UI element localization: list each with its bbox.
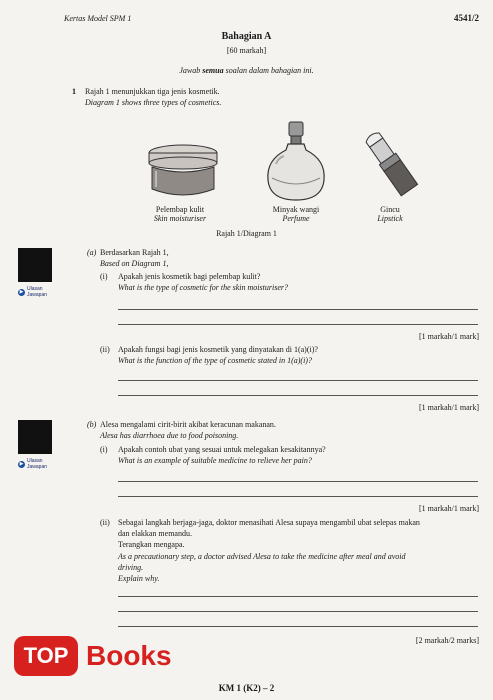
- item-label-ms: Gincu: [380, 205, 400, 214]
- part-b-ii-label: (ii): [100, 518, 110, 527]
- section-title: Bahagian A: [221, 31, 272, 42]
- perfume-bottle-icon: [262, 120, 330, 204]
- part-b-stem-ms: Alesa mengalami cirit-birit akibat keracunan makanan.: [100, 420, 276, 429]
- part-a-ii-en: What is the function of the type of cosmetic stated in 1(a)(i)?: [118, 356, 312, 365]
- part-a-i-label: (i): [100, 272, 108, 281]
- topbooks-logo: TOP: [14, 636, 78, 676]
- header-left: Kertas Model SPM 1: [64, 14, 132, 23]
- answer-line[interactable]: [118, 324, 478, 325]
- part-b-ii-ms: Sebagai langkah berjaga-jaga, doktor menasihati Alesa supaya mengambil ubat selepas makan: [118, 518, 420, 527]
- answer-line[interactable]: [118, 596, 478, 597]
- part-a-i-en: What is the type of cosmetic for the skin moisturiser?: [118, 283, 288, 292]
- part-a-label: (a): [87, 248, 97, 257]
- marks-label: [1 markah/1 mark]: [419, 504, 479, 513]
- part-a-i-ms: Apakah jenis kosmetik bagi pelembap kulit?: [118, 272, 261, 281]
- part-b-i-en: What is an example of suitable medicine to relieve her pain?: [118, 456, 312, 465]
- header-right: 4541/2: [453, 13, 479, 23]
- section-instruction: Jawab semua soalan dalam bahagian ini.: [179, 66, 314, 75]
- part-b-ii-ms: Terangkan mengapa.: [118, 540, 185, 549]
- lipstick-icon: [360, 130, 430, 202]
- part-a-ii-label: (ii): [100, 345, 110, 354]
- item-label-en: Perfume: [282, 214, 310, 223]
- part-b-i-ms: Apakah contoh ubat yang sesuai untuk melegakan kesakitannya?: [118, 445, 326, 454]
- item-label-en: Lipstick: [377, 214, 403, 223]
- topbooks-logo-text: Books: [86, 640, 172, 671]
- item-label-en: Skin moisturiser: [153, 214, 207, 223]
- moisturiser-jar-icon: [144, 143, 222, 203]
- ulasan-jawapan-link[interactable]: ▶ Ulasan Jawapan: [19, 458, 48, 470]
- item-label-ms: Minyak wangi: [272, 205, 320, 214]
- diagram-caption: Rajah 1/Diagram 1: [216, 229, 277, 238]
- q1-intro-en: Diagram 1 shows three types of cosmetics.: [85, 98, 222, 107]
- marks-label: [2 markah/2 marks]: [415, 636, 479, 645]
- part-b-i-label: (i): [100, 445, 108, 454]
- answer-line[interactable]: [118, 309, 478, 310]
- play-icon: ▶: [19, 288, 24, 295]
- answer-line[interactable]: [118, 611, 478, 612]
- part-b-ii-ms: dan elakkan memandu.: [118, 529, 192, 538]
- part-a-stem-ms: Berdasarkan Rajah 1,: [100, 248, 169, 257]
- part-a-stem-en: Based on Diagram 1,: [100, 259, 169, 268]
- page-footer: KM 1 (K2) – 2: [218, 683, 275, 693]
- marks-label: [1 markah/1 mark]: [419, 403, 479, 412]
- part-b-stem-en: Alesa has diarrhoea due to food poisoning.: [100, 431, 239, 440]
- q1-intro-ms: Rajah 1 menunjukkan tiga jenis kosmetik.: [85, 87, 220, 96]
- item-label-ms: Pelembap kulit: [155, 205, 205, 214]
- answer-line[interactable]: [118, 496, 478, 497]
- play-icon: ▶: [19, 460, 24, 467]
- answer-line[interactable]: [118, 380, 478, 381]
- answer-line[interactable]: [118, 481, 478, 482]
- question-number: 1: [72, 87, 76, 96]
- qr-code[interactable]: [18, 420, 52, 454]
- part-b-label: (b): [87, 420, 97, 429]
- qr-code[interactable]: [18, 248, 52, 282]
- part-b-ii-en: driving.: [118, 563, 144, 572]
- marks-label: [1 markah/1 mark]: [419, 332, 479, 341]
- section-marks: [60 markah]: [226, 46, 267, 55]
- part-a-ii-ms: Apakah fungsi bagi jenis kosmetik yang dinyatakan di 1(a)(i)?: [118, 345, 318, 354]
- answer-line[interactable]: [118, 626, 478, 627]
- part-b-ii-en: As a precautionary step, a doctor advised Alesa to take the medicine after meal and avoid: [118, 552, 406, 561]
- answer-line[interactable]: [118, 395, 478, 396]
- part-b-ii-en: Explain why.: [118, 574, 160, 583]
- ulasan-jawapan-link[interactable]: ▶ Ulasan Jawapan: [19, 286, 48, 298]
